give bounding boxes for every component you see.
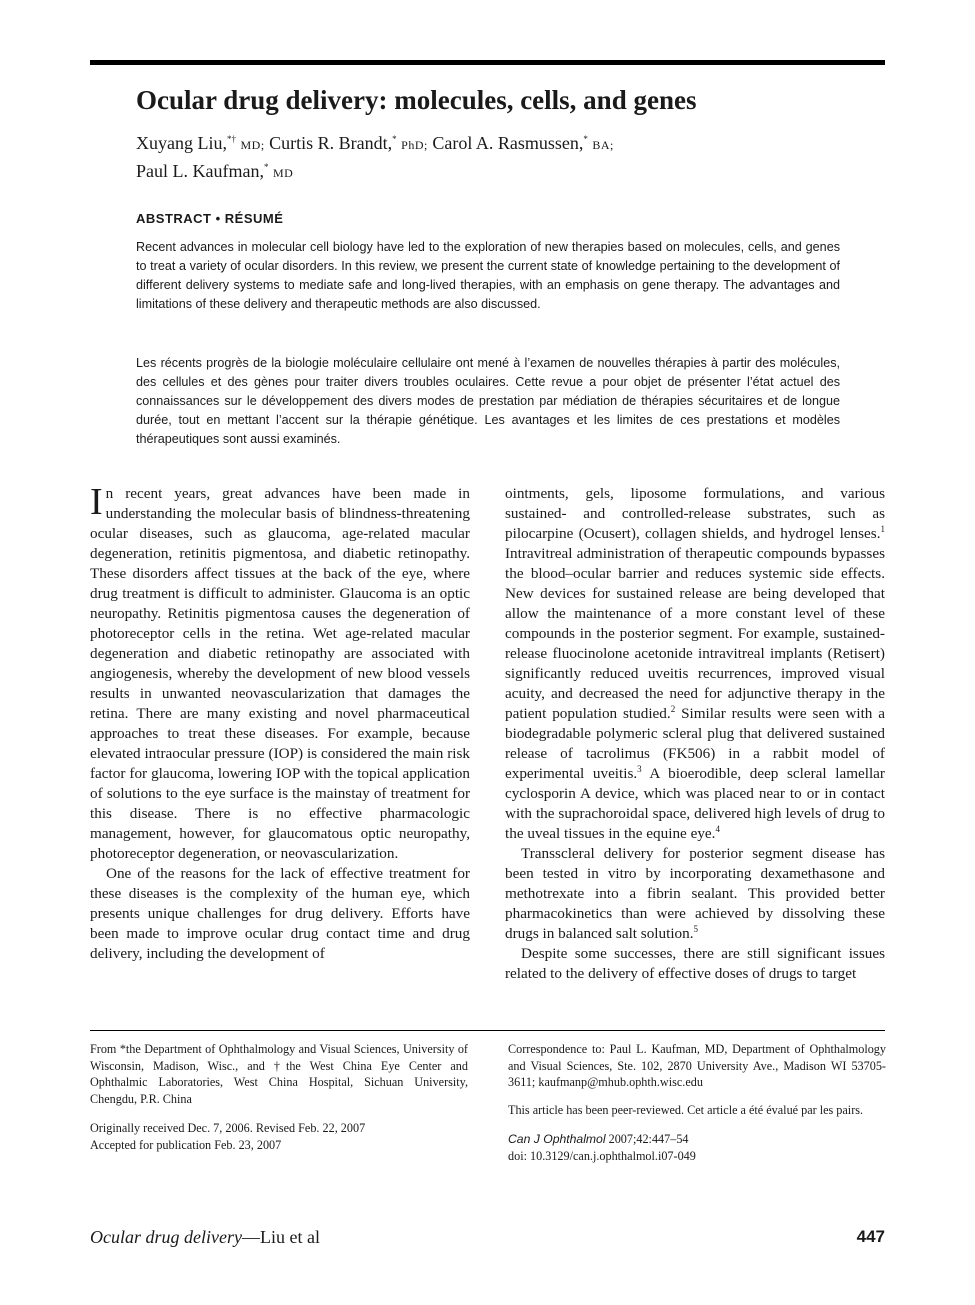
author-list (136, 130, 876, 186)
footnote-rule (90, 1030, 885, 1031)
citation-note (508, 1131, 886, 1164)
author-degree: MD (272, 166, 294, 180)
affiliation-marks: * (583, 134, 588, 144)
paragraph-text: n recent years, great advances have been made in understanding the molecular basis of blindness-threatening ocular diseases, such as glaucoma, age-related macular degeneration, retinitis pigmentosa, and diabetic retinopathy. These disorders affect tissues at the back of the eye, where drug treatment is difficult to administer. Glaucoma is an optic neuropathy. Retinitis pigmentosa causes the degeneration of photoreceptor cells in the retina. Wet age-related macular degeneration and diabetic retinopathy are associated with angiogenesis, whereby the development of new blood vessels results in unwanted neovascularization that damages the retina. There are many existing and novel pharmaceutical approaches to treat these diseases. For example, because elevated intraocular pressure (IOP) is considered the main risk factor for glaucoma, lowering IOP with the topical application of solutions to the eye surface is the mainstay of treatment for this disease. There is no effective pharmacologic management, however, for glaucomatous optic neuropathy, photoreceptor degeneration, or neovascularization. (90, 485, 470, 862)
correspondence-note: Correspondence to: Paul L. Kaufman, MD, Department of Ophthalmology and Visual Sciences, Ste. 102, 2870 University Ave., Madison WI 53705-3611; kaufmanp@mhub.ophth.wisc.edu (508, 1042, 886, 1089)
paragraph-text: ointments, gels, liposome formulations, and various sustained- and controlled-release substrates, such as pilocarpine (Ocusert), collagen shields, and hydrogel lenses. (505, 485, 885, 542)
paragraph-text: Intravitreal administration of therapeutic compounds bypasses the blood–ocular barrier and reduces systemic side effects. New devices for sustained release are being developed that allow the maintenance of a more constant level of these compounds in the posterior segment. For example, sustained-release fluocinolone acetonide intravitreal implants (Retisert) significantly reduced uveitis recurrences, improved visual acuity, and decreased the need for adjunctive therapy in the patient population studied. (505, 545, 885, 722)
top-rule (90, 60, 885, 65)
body-paragraph (505, 844, 885, 944)
abstract-french: Les récents progrès de la biologie moléculaire cellulaire ont mené à l’examen de nouvelles thérapies à partir des molécules, des cellules et des gènes pour traiter divers troubles oculaires. Cette revue a pour objet de présenter l’état actuel des connaissances sur le développement des divers modes de prestation par médiation de thérapies sécuritaires et de longue durée, tout en mettant l’accent sur la thérapie génétique. Les avantages et les limites de ces prestations et modèles thérapeutiques sont aussi examinés. (136, 356, 840, 446)
author-degree: BA; (592, 138, 614, 152)
affiliation-marks: * (392, 134, 397, 144)
affiliation-marks: * (263, 162, 269, 172)
body-paragraph (90, 481, 470, 864)
abstract-english: Recent advances in molecular cell biology have led to the exploration of new therapies based on molecules, cells, and genes to treat a variety of ocular disorders. In this review, we present the current state of knowledge pertaining to the development of different delivery systems to mediate safe and long-lived therapies, with an emphasis on gene therapy. The advantages and limitations of these delivery and therapeutic methods are also discussed. (136, 240, 840, 311)
paragraph-text: A bioerodible, deep scleral lamellar cyclosporin A device, which was placed near to or in contact with the suprachoroidal space, delivered high levels of drug to the uveal tissues in the equine eye. (505, 765, 885, 842)
author-name: Paul L. Kaufman, (136, 161, 264, 181)
affiliation-marks: *† (226, 134, 236, 144)
body-column-right (505, 484, 885, 984)
running-title: Ocular drug delivery (90, 1227, 242, 1247)
affiliation-note: From *the Department of Ophthalmology and Visual Sciences, University of Wisconsin, Madison, Wisc., and †the West China Eye Center and Ophthalmic Laboratories, West China Hospital, Sichuan University, Chengdu, P.R. China (90, 1042, 468, 1106)
reference-marker: 4 (715, 823, 720, 834)
reference-marker: 2 (670, 703, 676, 714)
reference-marker: 1 (880, 523, 885, 534)
running-footer (90, 1227, 320, 1248)
dates-note (90, 1120, 468, 1153)
body-paragraph: One of the reasons for the lack of effective treatment for these diseases is the complexity of the human eye, which presents unique challenges for drug delivery. Efforts have been made to improve ocular drug contact time and drug delivery, including the development of (90, 865, 470, 962)
paragraph-text: Transscleral delivery for posterior segment disease has been tested in vitro by incorporating dexamethasone and methotrexate into a fibrin sealant. This provided better pharmacokinetics than were achieved by dissolving these drugs in balanced salt solution. (505, 845, 885, 942)
author-name: Curtis R. Brandt, (269, 133, 393, 153)
peer-review-note: This article has been peer-reviewed. Cet article a été évalué par les pairs. (508, 1103, 864, 1117)
received-date: Originally received Dec. 7, 2006. Revised Feb. 22, 2007 (90, 1121, 366, 1135)
body-paragraph: Despite some successes, there are still significant issues related to the delivery of effective doses of drugs to target (505, 945, 885, 982)
reference-marker: 5 (693, 923, 699, 934)
author-name: Xuyang Liu, (136, 133, 227, 153)
doi-link[interactable]: doi: 10.3129/can.j.ophthalmol.i07-049 (508, 1148, 696, 1163)
abstract-heading: ABSTRACT • RÉSUMÉ (136, 211, 284, 226)
accepted-date: Accepted for publication Feb. 23, 2007 (90, 1137, 282, 1152)
drop-cap: I (90, 481, 103, 523)
citation-volume: 2007;42:447–54 (605, 1132, 689, 1146)
journal-name: Can J Ophthalmol (508, 1132, 606, 1146)
body-paragraph (505, 484, 885, 844)
author-degree: PhD; (401, 138, 428, 152)
author-degree: MD; (240, 138, 265, 152)
author-name: Carol A. Rasmussen, (432, 133, 584, 153)
body-column-left (90, 481, 470, 964)
reference-marker: 3 (637, 763, 642, 774)
page-number: 447 (856, 1227, 885, 1246)
running-authors: —Liu et al (241, 1227, 320, 1247)
article-title: Ocular drug delivery: molecules, cells, and genes (136, 85, 697, 115)
paragraph-text: Similar results were seen with a biodegradable polymeric scleral plug that delivered sustained release of tacrolimus (FK506) in a rabbit model of experimental uveitis. (505, 705, 885, 782)
